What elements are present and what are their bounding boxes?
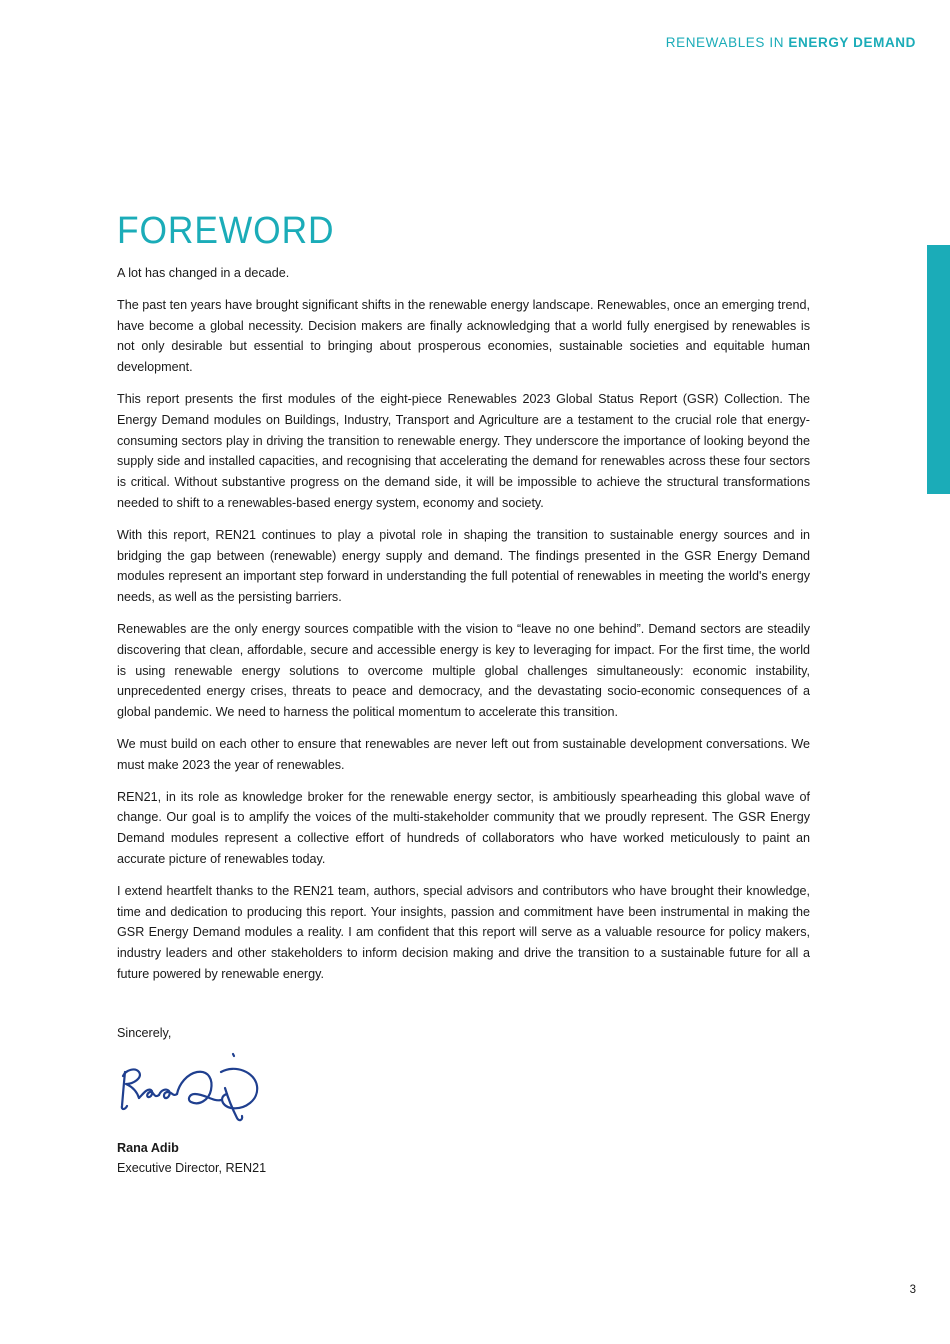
paragraph: A lot has changed in a decade. (117, 266, 290, 280)
page-title: FOREWORD (117, 210, 335, 252)
side-tab-marker (927, 245, 950, 494)
paragraph: The past ten years have brought significant shifts in the renewable energy landscape. Renewables, once an emerging trend, have become a global necessity. Decision makers are finally acknowledging that a world fully energised by renewables is not only desirable but essential to bringing about prosperous economies, sustainable societies and equitable human development. (117, 297, 810, 375)
closing-salutation: Sincerely, (117, 1025, 172, 1040)
header-prefix: RENEWABLES IN (665, 35, 785, 50)
running-header (666, 35, 916, 50)
paragraph: REN21, in its role as knowledge broker for the renewable energy sector, is ambitiously spearheading this global wave of change. Our goal is to amplify the voices of the multi-stakeholder community that we proudly represent. The GSR Energy Demand modules represent a collective effort of hundreds of collaborators who have worked meticulously to paint an accurate picture of renewables today. (117, 789, 810, 866)
signer-name: Rana Adib (117, 1140, 179, 1155)
foreword-content (117, 208, 810, 1178)
paragraph: This report presents the first modules of the eight-piece Renewables 2023 Global Status Report (GSR) Collection. The Energy Demand modules on Buildings, Industry, Transport and Agriculture are a testament to the crucial role that energy-consuming sectors play in driving the transition to renewable energy. They underscore the importance of looking beyond the supply side and installed capacities, and recognising that accelerating the demand for renewables across these four sectors is critical. Without substantive progress on the demand side, it will be impossible to achieve the structural transformations needed to shift to a renewables-based energy system, economy and society. (117, 391, 810, 510)
paragraph: Renewables are the only energy sources compatible with the vision to “leave no one behind”. Demand sectors are steadily discovering that clean, affordable, secure and accessible energy is key to leveraging for impact. For the first time, the world is using renewable energy solutions to overcome multiple global challenges simultaneously: economic instability, unprecedented energy crises, threats to peace and democracy, and the devastating socio-economic consequences of a global pandemic. We need to harness the political momentum to accelerate this transition. (117, 621, 810, 720)
handwritten-signature (117, 1050, 259, 1124)
paragraph: With this report, REN21 continues to play a pivotal role in shaping the transition to sustainable energy sources and in bridging the gap between (renewable) energy supply and demand. The findings presented in the GSR Energy Demand modules represent an important step forward in understanding the full potential of renewables in meeting the world's energy needs, as well as the persisting barriers. (117, 527, 810, 605)
paragraph: I extend heartfelt thanks to the REN21 team, authors, special advisors and contributors who have brought their knowledge, time and dedication to producing this report. Your insights, passion and commitment have been instrumental in making the GSR Energy Demand modules a reality. I am confident that this report will serve as a valuable resource for policy makers, industry leaders and other stakeholders to inform decision making and drive the transition to a sustainable future for all a future powered by renewable energy. (117, 883, 810, 981)
signer-role: Executive Director, REN21 (117, 1160, 267, 1175)
header-highlight: ENERGY DEMAND (788, 35, 916, 50)
paragraph: We must build on each other to ensure that renewables are never left out from sustainable development conversations. We must make 2023 the year of renewables. (117, 736, 810, 772)
page-number: 3 (909, 1284, 916, 1296)
signature-strokes (122, 1054, 257, 1120)
